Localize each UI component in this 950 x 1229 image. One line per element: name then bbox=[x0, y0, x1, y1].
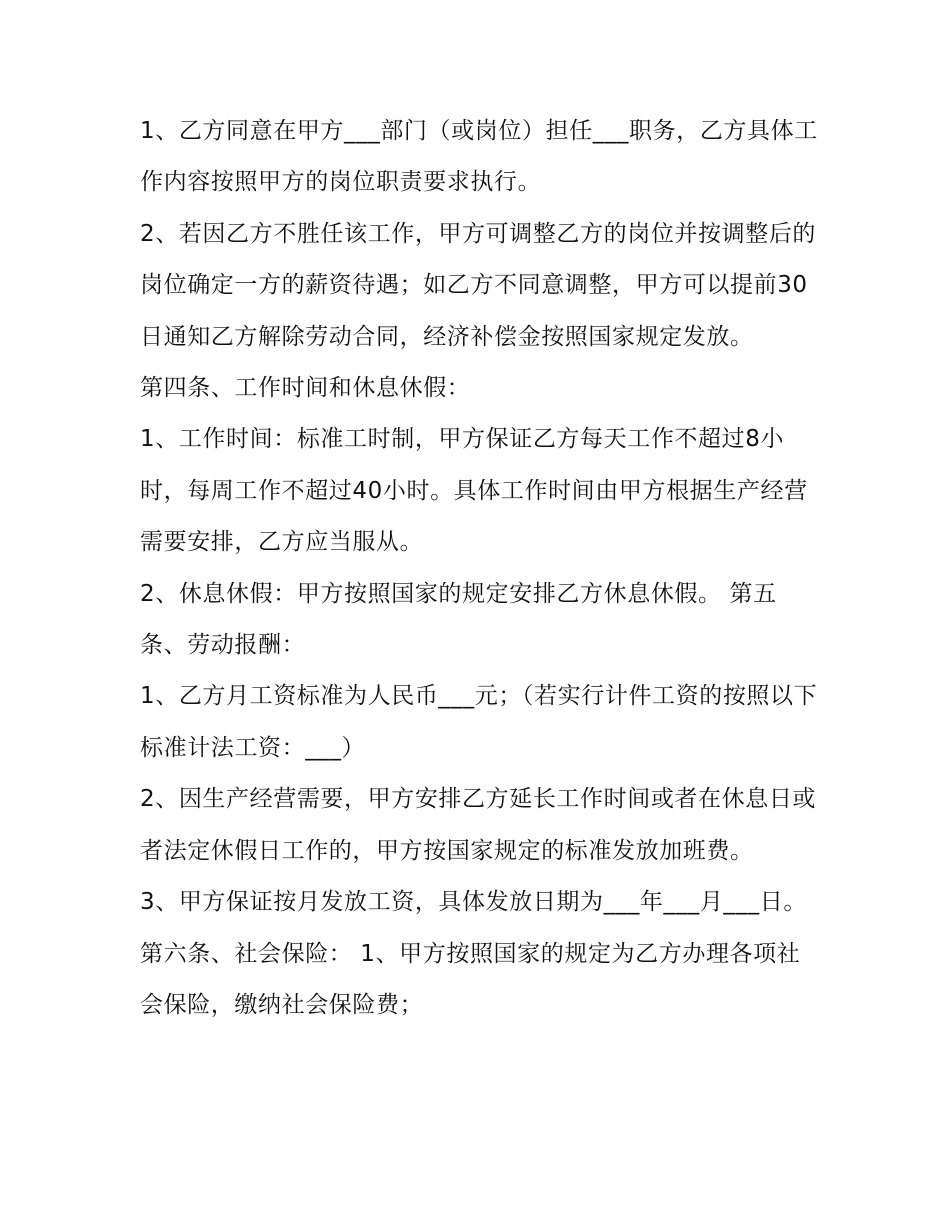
paragraph-clause-5-2: 2、因生产经营需要，甲方安排乙方延长工作时间或者在休息日或者法定休假日工作的，甲方按国家规定的标准发放加班费。 bbox=[140, 786, 817, 864]
article-4-heading: 第四条、工作时间和休息休假： bbox=[140, 375, 471, 402]
paragraph-clause-3-1: 1、乙方同意在甲方___部门（或岗位）担任___职务，乙方具体工作内容按照甲方的岗位职责要求执行。 bbox=[140, 118, 818, 196]
paragraph-clause-3-2: 2、若因乙方不胜任该工作，甲方可调整乙方的岗位并按调整后的岗位确定一方的薪资待遇；如乙方不同意调整，甲方可以提前30日通知乙方解除劳动合同，经济补偿金按照国家规定发放。 bbox=[140, 220, 817, 350]
paragraph-clause-4-2: 2、休息休假：甲方按照国家的规定安排乙方休息休假。 第五条、劳动报酬： bbox=[140, 580, 777, 659]
paragraph-clause-5-3: 3、甲方保证按月发放工资，具体发放日期为___年___月___日。 第六条、社会保险： 1、甲方按照国家的规定为乙方办理各项社会保险，缴纳社会保险费； bbox=[140, 889, 807, 1018]
document-body bbox=[140, 106, 820, 1031]
paragraph-clause-4-1: 1、工作时间：标准工时制，甲方保证乙方每天工作不超过8小时，每周工作不超过40小时。具体工作时间由甲方根据生产经营需要安排，乙方应当服从。 bbox=[140, 426, 808, 556]
paragraph-clause-5-1: 1、乙方月工资标准为人民币___元；（若实行计件工资的按照以下标准计法工资：___） bbox=[140, 683, 818, 761]
